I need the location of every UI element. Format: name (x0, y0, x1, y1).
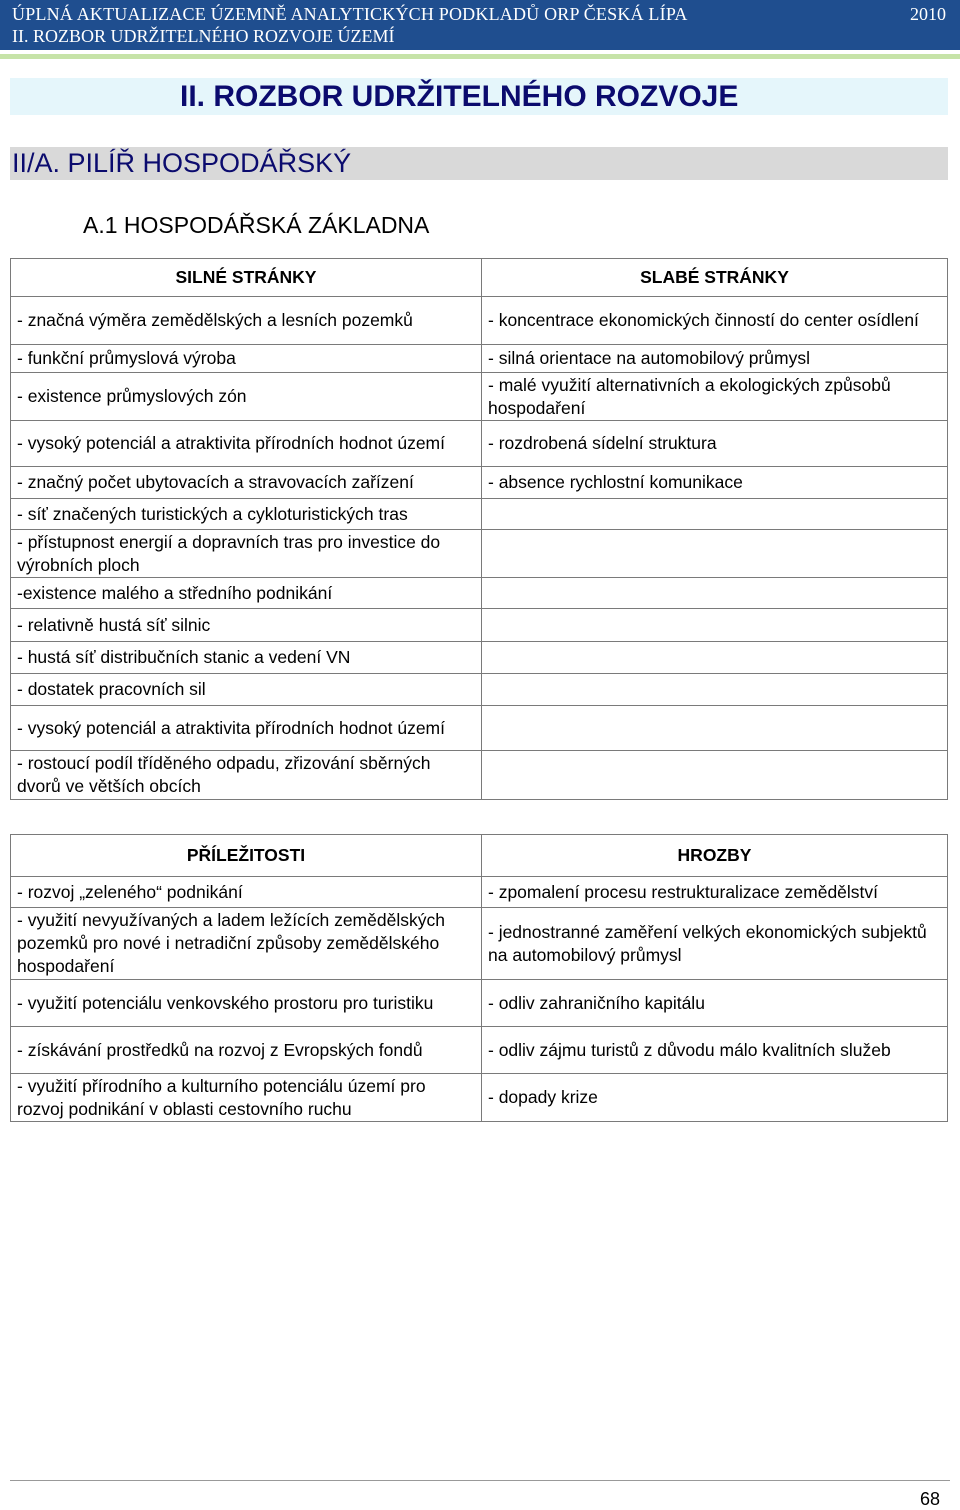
weakness-cell (482, 751, 948, 800)
table-row (11, 467, 948, 499)
table-row (11, 578, 948, 609)
weaknesses-header: SLABÉ STRÁNKY (482, 259, 948, 297)
threat-cell: - jednostranné zaměření velkých ekonomických subjektů na automobilový průmysl (482, 908, 948, 980)
opportunity-cell: - získávání prostředků na rozvoj z Evropských fondů (11, 1027, 482, 1074)
strength-cell: - značný počet ubytovacích a stravovacích zařízení (11, 467, 482, 499)
opportunity-cell: - rozvoj „zeleného“ podnikání (11, 877, 482, 908)
table-row (11, 674, 948, 706)
threat-cell: - odliv zájmu turistů z důvodu málo kvalitních služeb (482, 1027, 948, 1074)
table-row (11, 373, 948, 421)
table-row (11, 642, 948, 674)
section-title: A.1 HOSPODÁŘSKÁ ZÁKLADNA (83, 212, 430, 238)
weakness-cell: - malé využití alternativních a ekologických způsobů hospodaření (482, 373, 948, 421)
strength-cell: - vysoký potenciál a atraktivita přírodních hodnot území (11, 421, 482, 467)
table-row (11, 706, 948, 751)
header-title: ÚPLNÁ AKTUALIZACE ÚZEMNĚ ANALYTICKÝCH PODKLADŮ ORP ČESKÁ LÍPA (12, 4, 688, 24)
table-row (11, 421, 948, 467)
threat-cell: - odliv zahraničního kapitálu (482, 980, 948, 1027)
table-row (11, 609, 948, 642)
header-divider (0, 54, 960, 59)
strength-cell: - vysoký potenciál a atraktivita přírodních hodnot území (11, 706, 482, 751)
weakness-cell (482, 706, 948, 751)
strength-cell: - existence průmyslových zón (11, 373, 482, 421)
table-row (11, 345, 948, 373)
table-row (11, 1027, 948, 1074)
threat-cell: - zpomalení procesu restrukturalizace zemědělství (482, 877, 948, 908)
opportunity-cell: - využití nevyužívaných a ladem ležících zemědělských pozemků pro nové i netradiční způsoby zemědělského hospodaření (11, 908, 482, 980)
pillar-heading (10, 147, 948, 180)
table-row (11, 980, 948, 1027)
strength-cell: - rostoucí podíl tříděného odpadu, zřizování sběrných dvorů ve větších obcích (11, 751, 482, 800)
strengths-header: SILNÉ STRÁNKY (11, 259, 482, 297)
strength-cell: - relativně hustá síť silnic (11, 609, 482, 642)
weakness-cell (482, 642, 948, 674)
table-row (11, 751, 948, 800)
opportunity-cell: - využití potenciálu venkovského prostoru pro turistiku (11, 980, 482, 1027)
weakness-cell: - absence rychlostní komunikace (482, 467, 948, 499)
table-row (11, 530, 948, 578)
header-subtitle: II. ROZBOR UDRŽITELNÉHO ROZVOJE ÚZEMÍ (12, 26, 395, 46)
document-header (0, 0, 960, 50)
table-row (11, 908, 948, 980)
strength-cell: - hustá síť distribučních stanic a vedení VN (11, 642, 482, 674)
weakness-cell (482, 609, 948, 642)
weakness-cell (482, 499, 948, 530)
strength-cell: - dostatek pracovních sil (11, 674, 482, 706)
strength-cell: - značná výměra zemědělských a lesních pozemků (11, 297, 482, 345)
footer-divider (10, 1480, 950, 1481)
strengths-weaknesses-table (10, 258, 948, 800)
threat-cell: - dopady krize (482, 1074, 948, 1122)
chapter-title: II. ROZBOR UDRŽITELNÉHO ROZVOJE (180, 80, 739, 113)
weakness-cell (482, 530, 948, 578)
weakness-cell: - rozdrobená sídelní struktura (482, 421, 948, 467)
chapter-heading (10, 78, 948, 115)
strength-cell: -existence malého a středního podnikání (11, 578, 482, 609)
pillar-title: II/A. PILÍŘ HOSPODÁŘSKÝ (12, 148, 352, 178)
weakness-cell: - koncentrace ekonomických činností do center osídlení (482, 297, 948, 345)
table-row (11, 1074, 948, 1122)
table-row (11, 499, 948, 530)
table-row (11, 877, 948, 908)
weakness-cell (482, 578, 948, 609)
opportunity-cell: - využití přírodního a kulturního potenciálu území pro rozvoj podnikání v oblasti cestovního ruchu (11, 1074, 482, 1122)
strength-cell: - funkční průmyslová výroba (11, 345, 482, 373)
opportunities-threats-table (10, 834, 948, 1122)
page-number: 68 (919, 1489, 940, 1509)
strength-cell: - síť značených turistických a cykloturistických tras (11, 499, 482, 530)
table-row (11, 297, 948, 345)
weakness-cell: - silná orientace na automobilový průmysl (482, 345, 948, 373)
threats-header: HROZBY (482, 835, 948, 877)
weakness-cell (482, 674, 948, 706)
opportunities-header: PŘÍLEŽITOSTI (11, 835, 482, 877)
header-year: 2010 (910, 4, 946, 24)
strength-cell: - přístupnost energií a dopravních tras pro investice do výrobních ploch (11, 530, 482, 578)
